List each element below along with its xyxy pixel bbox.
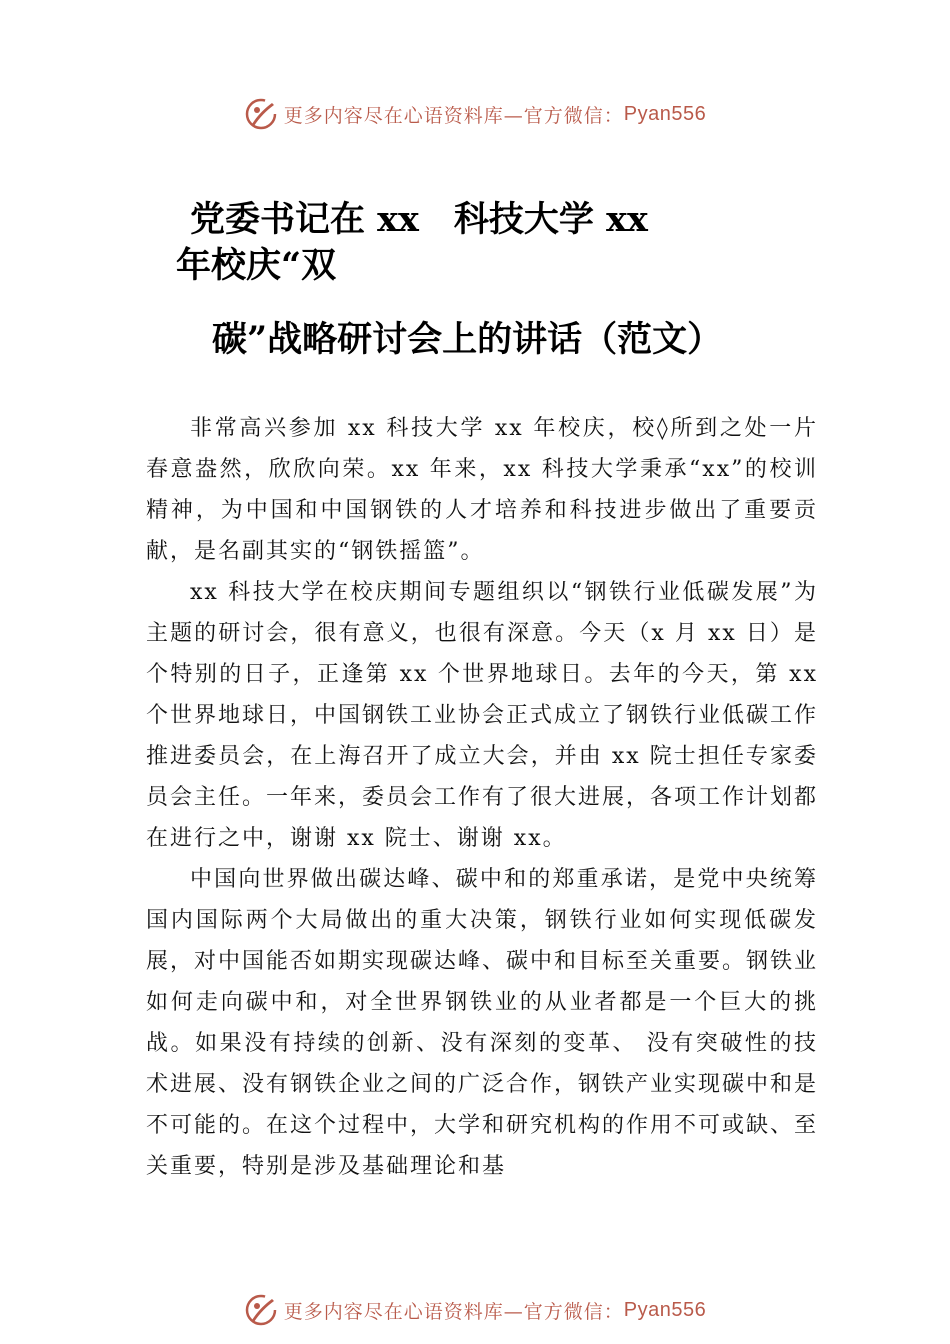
- watermark-wechat-id: Pyan556: [623, 1298, 707, 1321]
- paragraph-1: 非常高兴参加 xx 科技大学 xx 年校庆，校◊所到之处一片春意盎然，欣欣向荣。xx 年来，xx 科技大学秉承“xx”的校训精神，为中国和中国钢铁的人才培养和科技进步做出了重要贡献，是名副其实的“钢铁摇篮”。: [146, 416, 818, 564]
- watermark-text: 更多内容尽在心语资料库—官方微信：: [283, 104, 624, 127]
- watermark-wechat-id: Pyan556: [623, 102, 707, 125]
- title-line-2: 年校庆“双: [176, 245, 337, 286]
- brush-logo-icon: [244, 97, 278, 131]
- brush-logo-icon: [244, 1293, 278, 1327]
- watermark-text: 更多内容尽在心语资料库—官方微信：: [283, 1300, 624, 1323]
- title-line-1: 党委书记在 xx 科技大学 xx: [190, 199, 648, 240]
- watermark-footer: [0, 1288, 950, 1332]
- watermark-header: [0, 92, 950, 136]
- paragraph-2: xx 科技大学在校庆期间专题组织以“钢铁行业低碳发展”为主题的研讨会，很有意义，也很有深意。今天（x 月 xx 日）是个特别的日子，正逢第 xx 个世界地球日。去年的今天，第 xx 个世界地球日，中国钢铁工业协会正式成立了钢铁行业低碳工作推进委员会，在上海召开了成立大会，并由 xx 院士担任专家委员会主任。一年来，委员会工作有了很大进展，各项工作计划都在进行之中，谢谢 xx 院士、谢谢 xx。: [146, 580, 819, 851]
- title-line-3: 碳”战略研讨会上的讲话（范文）: [212, 319, 723, 360]
- document-body: [146, 408, 818, 1187]
- paragraph-3: 中国向世界做出碳达峰、碳中和的郑重承诺，是党中央统筹国内国际两个大局做出的重大决策，钢铁行业如何实现低碳发展，对中国能否如期实现碳达峰、碳中和目标至关重要。钢铁业如何走向碳中和，对全世界钢铁业的从业者都是一个巨大的挑战。如果没有持续的创新、没有深刻的变革、 没有突破性的技术进展、没有钢铁企业之间的广泛合作，钢铁产业实现碳中和是不可能的。在这个过程中，大学和研究机构的作用不可或缺、至关重要，特别是涉及基础理论和基: [146, 867, 819, 1179]
